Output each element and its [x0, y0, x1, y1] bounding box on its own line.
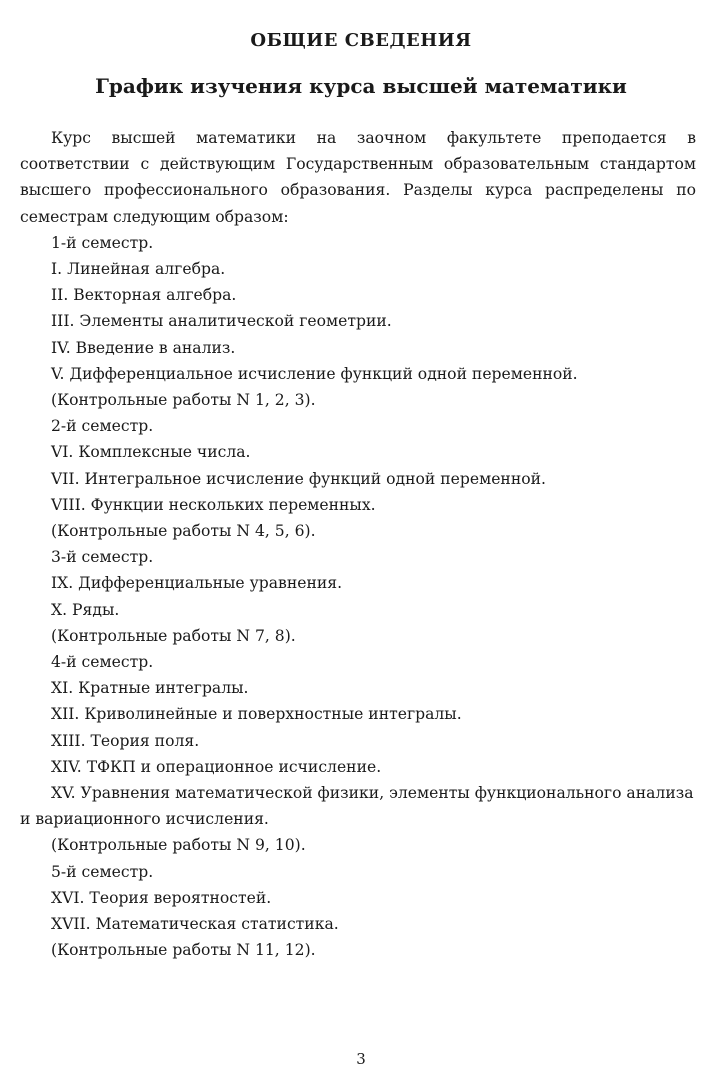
topic-item: II. Векторная алгебра. [51, 286, 237, 305]
tests-note: (Контрольные работы N 11, 12). [51, 941, 316, 960]
tests-note: (Контрольные работы N 1, 2, 3). [51, 391, 316, 410]
topic-item: XVI. Теория вероятностей. [51, 888, 272, 907]
topic-item: V. Дифференциальное исчисление функций одной переменной. [51, 364, 578, 383]
semester-1 [20, 230, 696, 413]
topic-item: XIV. ТФКП и операционное исчисление. [51, 757, 382, 776]
course-schedule [20, 125, 696, 964]
tests-note: (Контрольные работы N 7, 8). [51, 626, 296, 645]
semester-label: 1-й семестр. [51, 233, 154, 252]
topic-item: XIII. Теория поля. [51, 731, 200, 750]
topic-item: XII. Криволинейные и поверхностные интегралы. [51, 705, 462, 724]
topic-item: VIII. Функции нескольких переменных. [51, 495, 376, 514]
semester-2 [20, 413, 696, 544]
semester-4 [20, 649, 696, 859]
section-title: ОБЩИЕ СВЕДЕНИЯ [250, 30, 472, 51]
tests-note: (Контрольные работы N 4, 5, 6). [51, 522, 316, 541]
topic-item: III. Элементы аналитической геометрии. [51, 312, 392, 331]
topic-item: XVII. Математическая статистика. [51, 915, 339, 934]
topic-item: IV. Введение в анализ. [51, 338, 236, 357]
topic-item: XI. Кратные интегралы. [51, 679, 249, 698]
topic-item: I. Линейная алгебра. [51, 260, 226, 279]
semester-label: 4-й семестр. [51, 653, 154, 672]
semester-label: 3-й семестр. [51, 548, 154, 567]
intro-paragraph: Курс высшей математики на заочном факультете преподается в соответствии с действующим Государственным образовательным стандартом высшего профессионального образования. Разделы курса распределены по семестрам следующим образом: [20, 129, 696, 226]
course-title: График изучения курса высшей математики [95, 74, 627, 98]
topic-item: X. Ряды. [51, 600, 120, 619]
semester-label: 5-й семестр. [51, 862, 154, 881]
tests-note: (Контрольные работы N 9, 10). [51, 836, 306, 855]
page-number: 3 [356, 1050, 366, 1068]
semester-label: 2-й семестр. [51, 417, 154, 436]
semester-5 [20, 859, 696, 964]
topic-item: IX. Дифференциальные уравнения. [51, 574, 343, 593]
topic-item: VII. Интегральное исчисление функций одной переменной. [51, 469, 546, 488]
semester-3 [20, 544, 696, 649]
topic-item: VI. Комплексные числа. [51, 443, 251, 462]
topic-item: XV. Уравнения математической физики, элементы функционального анализа и вариационного исчисления. [20, 784, 694, 829]
